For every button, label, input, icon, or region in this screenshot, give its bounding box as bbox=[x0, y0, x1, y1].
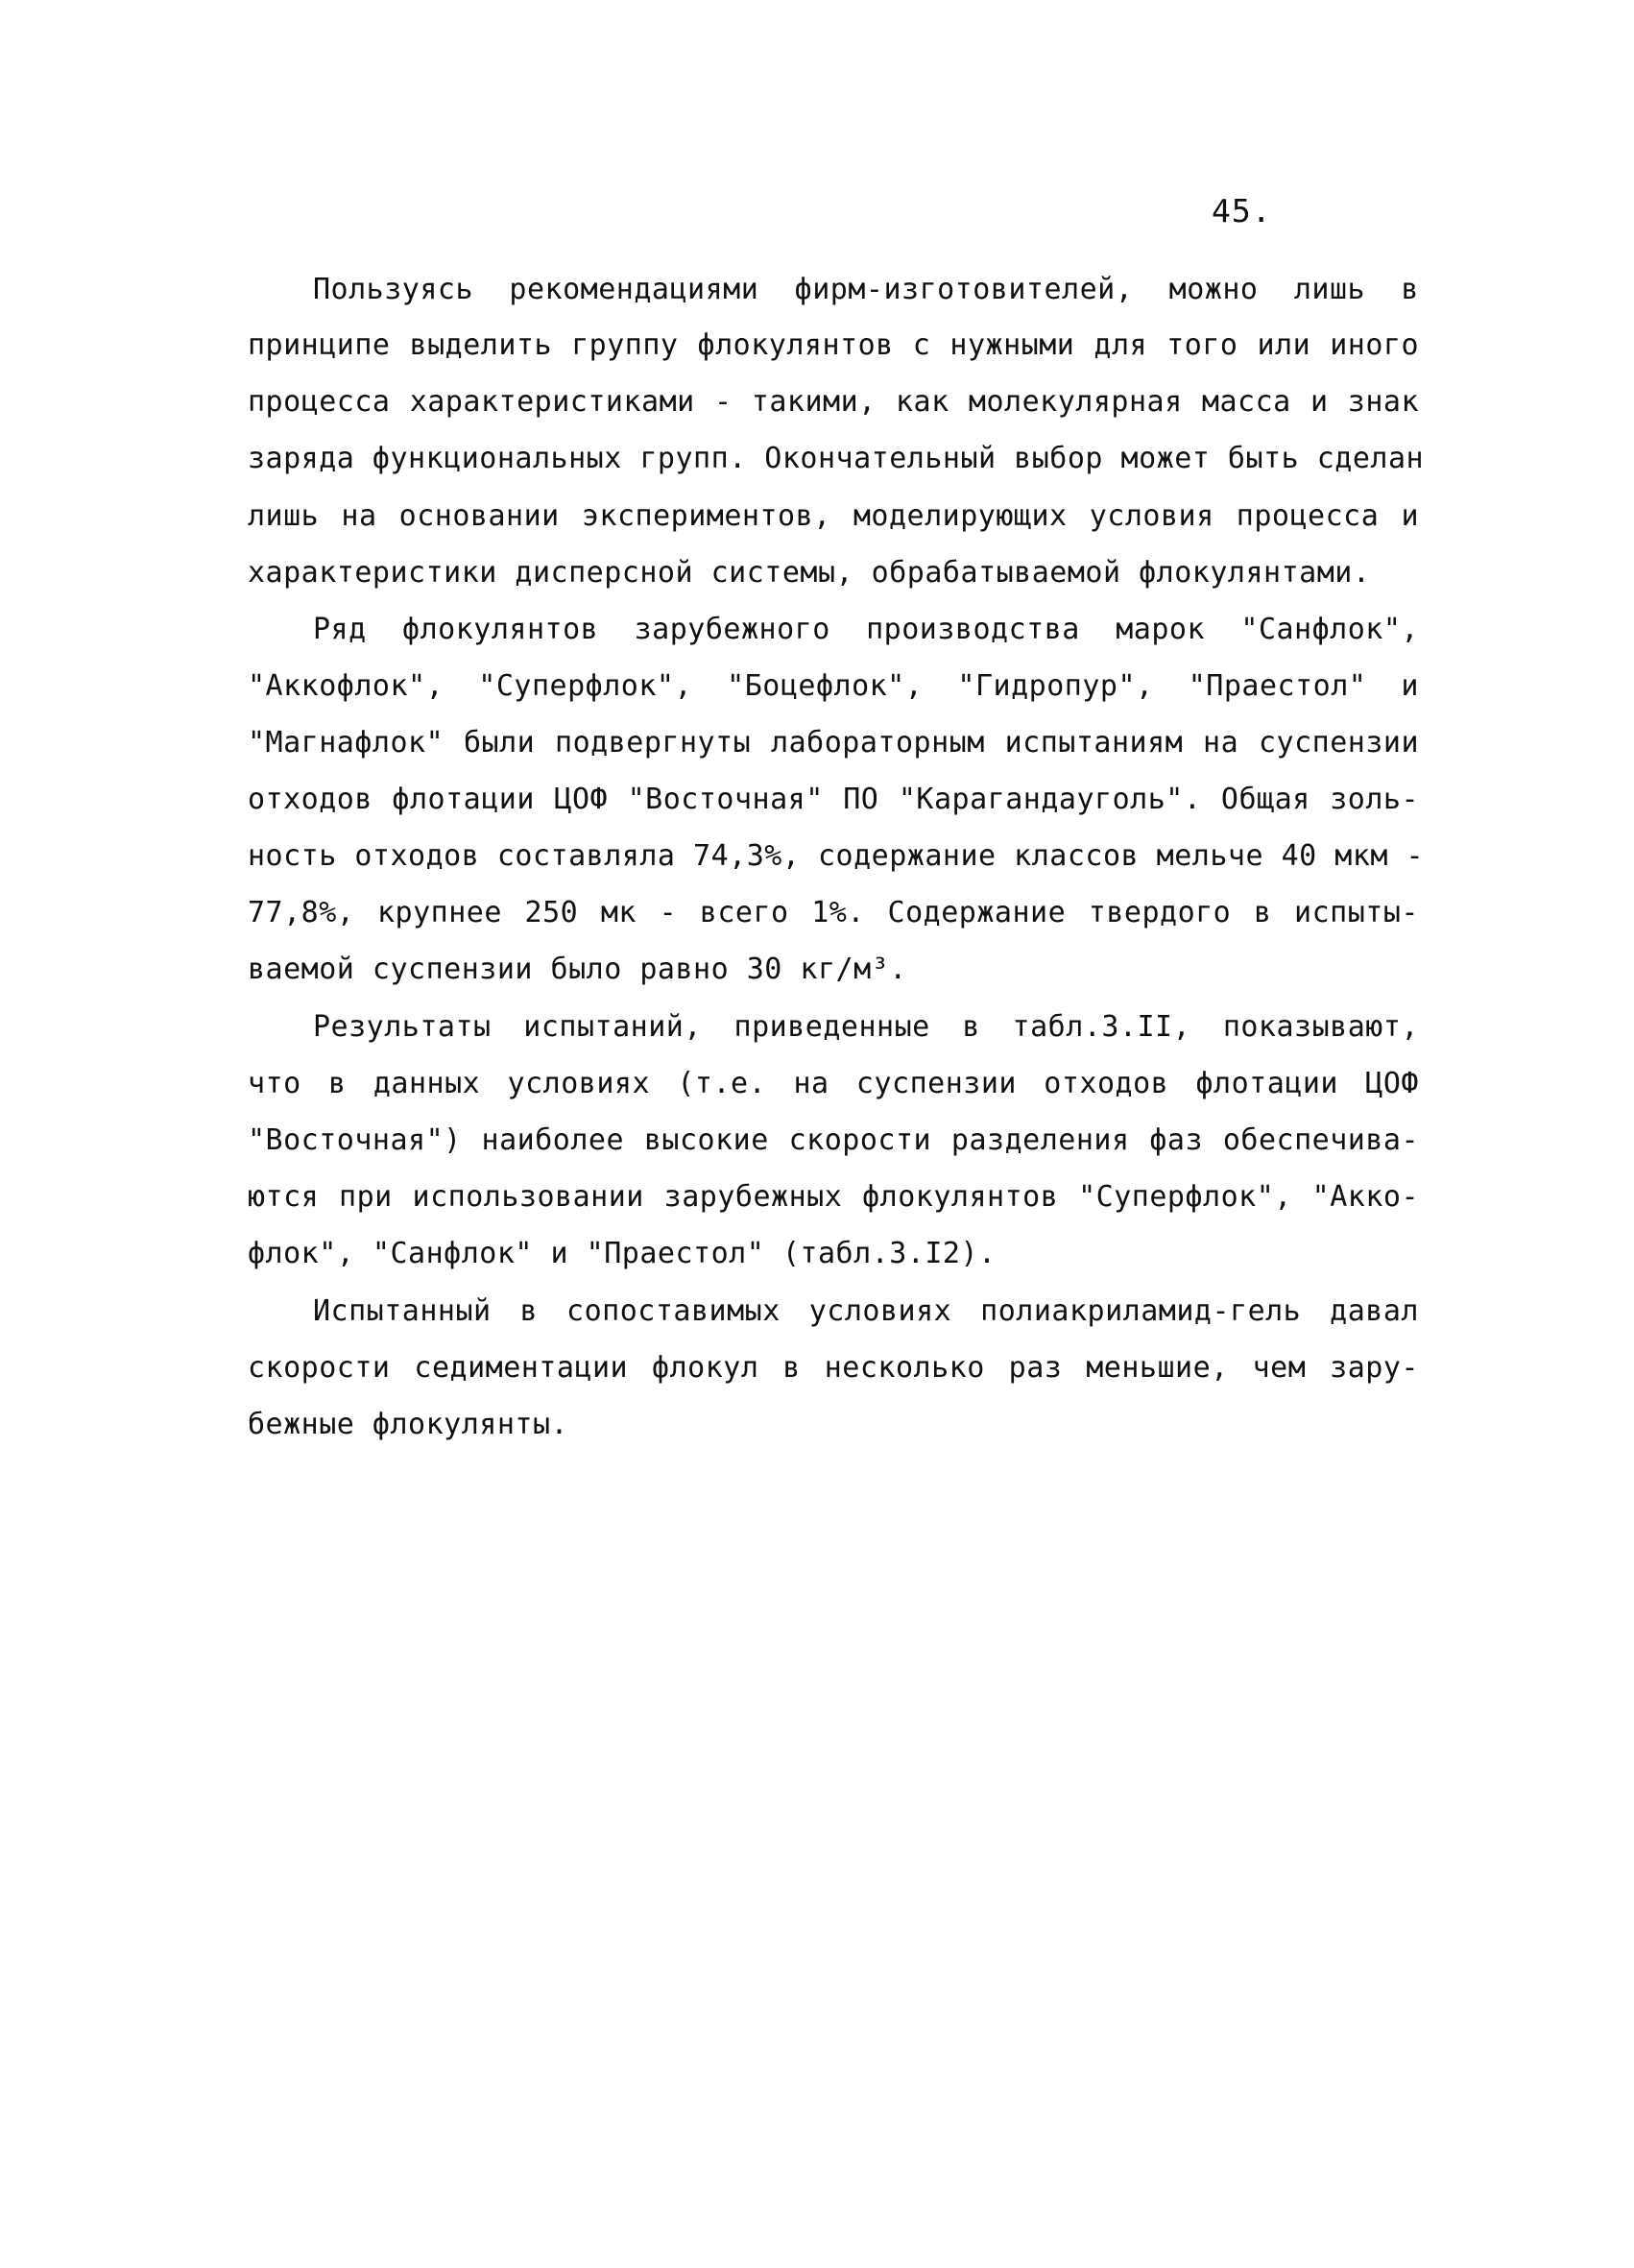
text-line: что в данных условиях (т.е. на суспензии отходов флотации ЦОФ bbox=[248, 1067, 1419, 1100]
text-line: характеристики дисперсной системы, обрабатываемой флокулянтами. bbox=[248, 556, 1371, 590]
text-line: флок", "Санфлок" и "Праестол" (табл.3.I2). bbox=[248, 1237, 997, 1270]
text-line: ваемой суспензии было равно 30 кг/м³. bbox=[248, 953, 907, 986]
text-line: принципе выделить группу флокулянтов с нужными для того или иного bbox=[248, 328, 1419, 362]
text-line: ность отходов составляла 74,3%, содержание классов мельче 40 мкм - bbox=[248, 839, 1425, 873]
text-line: Ряд флокулянтов зарубежного производства марок "Санфлок", bbox=[313, 613, 1419, 646]
text-line: "Аккофлок", "Суперфлок", "Боцефлок", "Гидропур", "Праестол" и bbox=[248, 669, 1419, 703]
text-line: Пользуясь рекомендациями фирм-изготовителей, можно лишь в bbox=[313, 273, 1419, 306]
text-line: отходов флотации ЦОФ "Восточная" ПО "Карагандауголь". Общая золь- bbox=[248, 783, 1419, 816]
text-line: Результаты испытаний, приведенные в табл.3.II, показывают, bbox=[313, 1010, 1419, 1044]
text-line: скорости седиментации флокул в несколько раз меньшие, чем зару- bbox=[248, 1351, 1419, 1385]
text-line: лишь на основании экспериментов, моделирующих условия процесса и bbox=[248, 499, 1419, 533]
text-line: заряда функциональных групп. Окончательный выбор может быть сделан bbox=[248, 442, 1425, 475]
text-line: 77,8%, крупнее 250 мк - всего 1%. Содержание твердого в испыты- bbox=[248, 896, 1419, 929]
text-line: ются при использовании зарубежных флокулянтов "Суперфлок", "Акко- bbox=[248, 1180, 1419, 1214]
text-line: "Магнафлок" были подвергнуты лабораторным испытаниям на суспензии bbox=[248, 726, 1419, 760]
text-line: бежные флокулянты. bbox=[248, 1408, 569, 1441]
text-line: "Восточная") наиболее высокие скорости разделения фаз обеспечива- bbox=[248, 1123, 1419, 1157]
text-line: Испытанный в сопоставимых условиях полиакриламид-гель давал bbox=[313, 1294, 1419, 1328]
text-line: процесса характеристиками - такими, как молекулярная масса и знак bbox=[248, 385, 1419, 419]
page-number: 45. bbox=[1212, 192, 1272, 229]
